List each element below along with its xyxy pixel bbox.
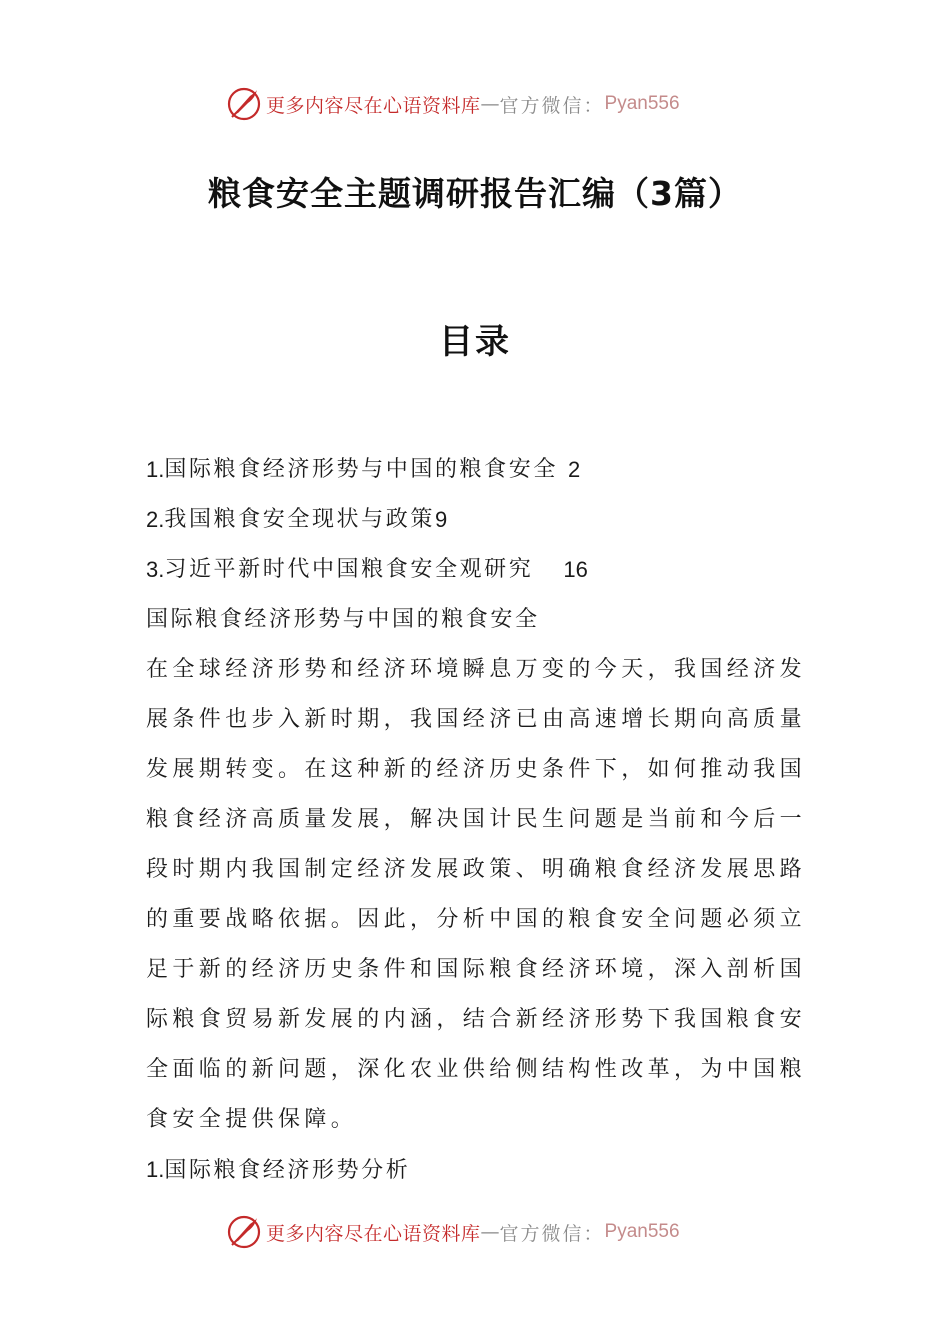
paragraph-line: 发展期转变。在这种新的经济历史条件下，如何推动我国 (146, 757, 807, 782)
toc-item-title: 国际粮食经济形势与中国的粮食安全 (164, 457, 558, 482)
subsection-heading (146, 1145, 810, 1195)
watermark-wechat-id: Pyan556 (604, 1221, 680, 1242)
watermark-brand: 更多内容尽在心语资料库 (266, 94, 481, 117)
section-heading: 国际粮食经济形势与中国的粮食安全 (146, 607, 540, 632)
toc-item-page: 9 (434, 507, 448, 532)
watermark-wechat-id: Pyan556 (604, 93, 680, 114)
toc-item[interactable] (146, 445, 810, 495)
paragraph-line: 全面临的新问题，深化农业供给侧结构性改革，为中国粮 (146, 1057, 807, 1082)
quill-logo-icon (226, 86, 262, 122)
watermark-suffix: 官方微信： (499, 94, 605, 117)
watermark-brand: 更多内容尽在心语资料库 (266, 1222, 481, 1245)
paragraph-line: 际粮食贸易新发展的内涵，结合新经济形势下我国粮食安 (146, 1007, 807, 1032)
watermark-suffix: 官方微信： (499, 1222, 605, 1245)
paragraph-line: 足于新的经济历史条件和国际粮食经济环境，深入剖析国 (146, 957, 807, 982)
toc-item-number: 2. (146, 507, 165, 532)
paragraph-line: 段时期内我国制定经济发展政策、明确粮食经济发展思路 (146, 857, 807, 882)
toc-item[interactable] (146, 495, 810, 545)
subsection-number: 1. (146, 1157, 165, 1182)
toc-item-number: 3. (146, 557, 165, 582)
subsection-title: 国际粮食经济形势分析 (164, 1158, 411, 1183)
toc-heading: 目录 (439, 322, 511, 362)
footer-watermark (226, 1212, 746, 1252)
header-watermark (226, 84, 746, 124)
watermark-dash: — (480, 93, 500, 115)
document-title: 粮食安全主题调研报告汇编（3篇） (208, 174, 742, 213)
toc-item-title: 习近平新时代中国粮食安全观研究 (164, 557, 534, 582)
quill-logo-icon (226, 1214, 262, 1250)
toc-item-page: 2 (567, 457, 581, 482)
paragraph-line: 在全球经济形势和经济环境瞬息万变的今天，我国经济发 (146, 657, 807, 682)
paragraph-line: 展条件也步入新时期，我国经济已由高速增长期向高质量 (146, 707, 807, 732)
document-body (146, 445, 810, 1195)
paragraph-line: 的重要战略依据。因此，分析中国的粮食安全问题必须立 (146, 907, 807, 932)
paragraph-line: 粮食经济高质量发展，解决国计民生问题是当前和今后一 (146, 807, 807, 832)
paragraph-line: 食安全提供保障。 (146, 1107, 358, 1132)
toc-item-title: 我国粮食安全现状与政策 (164, 507, 435, 532)
toc-item[interactable] (146, 545, 810, 595)
paragraph (146, 645, 810, 1145)
toc-item-page: 16 (563, 557, 588, 582)
toc-item-number: 1. (146, 457, 165, 482)
watermark-dash: — (480, 1221, 500, 1243)
